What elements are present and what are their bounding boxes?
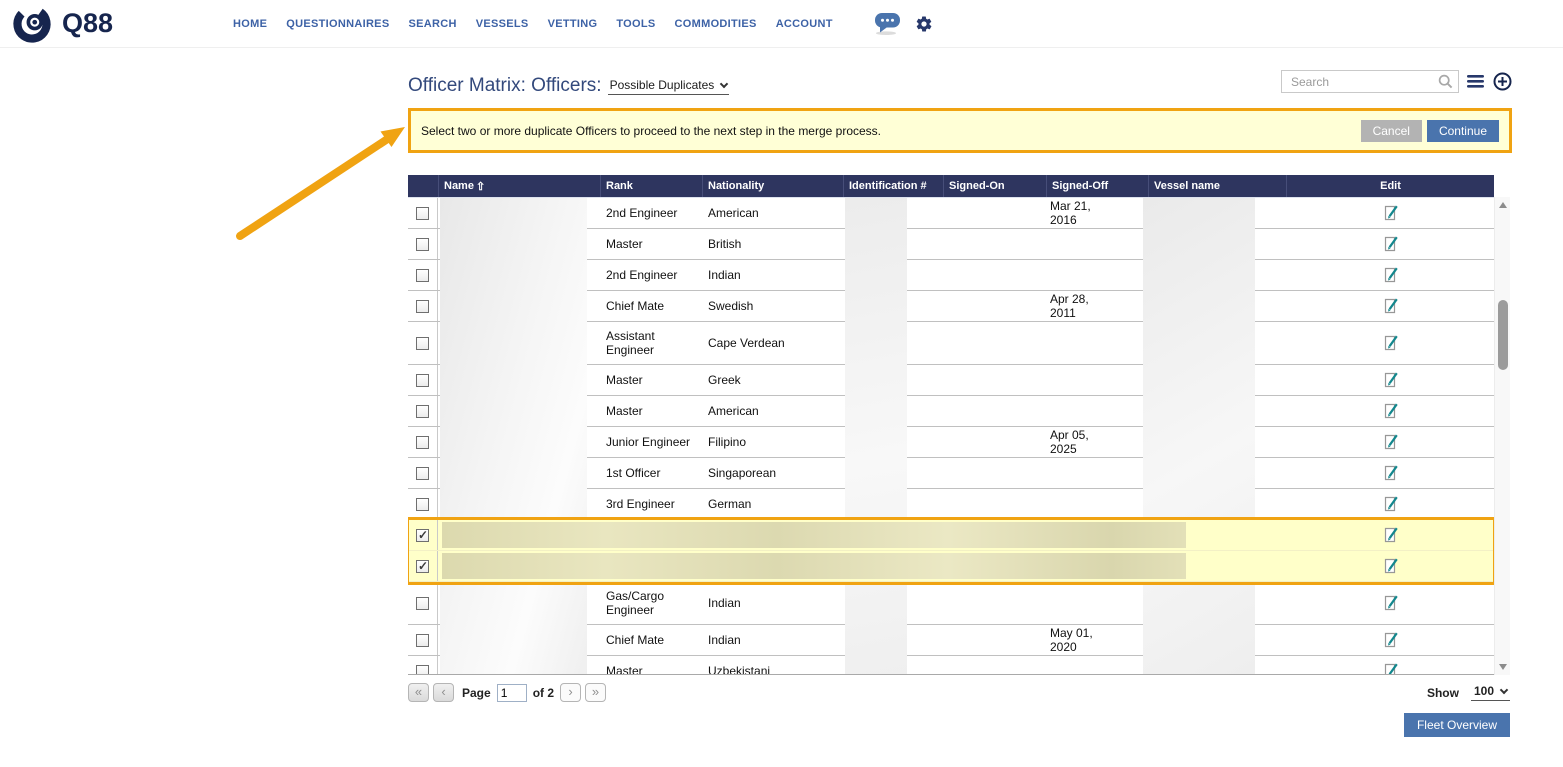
edit-officer-button[interactable] (1382, 334, 1399, 352)
cell-identification (843, 396, 943, 426)
content (408, 67, 1512, 737)
cell-name (438, 427, 600, 457)
header-identification[interactable]: Identification # (843, 175, 943, 197)
row-checkbox[interactable] (416, 238, 429, 251)
cell-nationality: Singaporean (708, 466, 777, 480)
cell-vessel-name (1148, 260, 1286, 290)
cell-rank: 3rd Engineer (606, 497, 675, 511)
cell-signed-off: Apr 28, 2011 (1050, 292, 1089, 320)
cell-nationality: American (708, 206, 759, 220)
cell-rank: 2nd Engineer (606, 268, 678, 282)
nav-vessels[interactable]: VESSELS (475, 17, 529, 30)
cell-identification (843, 260, 943, 290)
cell-vessel-name (1148, 625, 1286, 655)
cell-identification (843, 551, 943, 581)
page-size-select[interactable] (1471, 684, 1510, 701)
edit-officer-button[interactable] (1382, 297, 1399, 315)
cell-signed-off (1046, 551, 1148, 581)
cell-identification (843, 365, 943, 395)
cell-signed-on (943, 489, 1046, 519)
chevron-down-icon (1500, 685, 1508, 693)
cell-signed-on (943, 582, 1046, 624)
cell-signed-on (943, 625, 1046, 655)
merge-instruction-banner (408, 108, 1512, 153)
scroll-down-icon[interactable] (1495, 659, 1511, 675)
header-rank[interactable]: Rank (600, 175, 702, 197)
cell-name (438, 489, 600, 519)
nav-questionnaires[interactable]: QUESTIONNAIRES (286, 17, 390, 30)
cell-nationality: Indian (708, 268, 741, 282)
table-row (408, 396, 1494, 427)
previous-page-button[interactable]: ‹ (433, 683, 454, 702)
cell-name (438, 458, 600, 488)
cell-vessel-name (1148, 427, 1286, 457)
search-icon[interactable] (1438, 74, 1453, 89)
row-checkbox[interactable] (416, 207, 429, 220)
cell-name (438, 396, 600, 426)
main-nav (233, 11, 933, 36)
header-vessel-name[interactable]: Vessel name (1148, 175, 1286, 197)
table-row (408, 260, 1494, 291)
cell-signed-on (943, 291, 1046, 321)
cell-rank: Master (606, 664, 643, 675)
cell-vessel-name (1148, 198, 1286, 228)
cell-name (438, 656, 600, 675)
cell-rank: Chief Mate (606, 633, 665, 647)
table-row (408, 551, 1494, 582)
cell-nationality: Greek (708, 373, 741, 387)
cell-rank: Master (606, 404, 643, 418)
cell-signed-off (1046, 582, 1148, 624)
q88-logo[interactable] (12, 4, 113, 44)
scrollbar-thumb[interactable] (1498, 300, 1508, 370)
q88-logo-icon (12, 4, 52, 44)
search-input[interactable] (1289, 74, 1438, 90)
nav-search[interactable]: SEARCH (408, 17, 457, 30)
cell-nationality: Swedish (708, 299, 754, 313)
cell-signed-on (943, 229, 1046, 259)
cell-name (438, 322, 600, 364)
edit-officer-button[interactable] (1382, 594, 1399, 612)
continue-button[interactable]: Continue (1427, 120, 1499, 142)
row-checkbox[interactable] (416, 467, 429, 480)
officers-table (408, 175, 1510, 737)
cell-rank: 2nd Engineer (606, 206, 678, 220)
cell-signed-off (1046, 458, 1148, 488)
page-title: Officer Matrix: Officers: (408, 75, 602, 96)
cell-vessel-name (1148, 322, 1286, 364)
table-row (408, 458, 1494, 489)
cell-identification (843, 489, 943, 519)
table-row (408, 365, 1494, 396)
cell-signed-on (943, 458, 1046, 488)
add-circle-icon[interactable] (1493, 72, 1512, 91)
table-row (408, 229, 1494, 260)
cell-vessel-name (1148, 229, 1286, 259)
cell-nationality (702, 520, 843, 550)
edit-officer-button[interactable] (1382, 662, 1399, 675)
edit-officer-button[interactable] (1382, 204, 1399, 222)
header-signed-on[interactable]: Signed-On (943, 175, 1046, 197)
edit-officer-button[interactable] (1382, 464, 1399, 482)
cell-identification (843, 198, 943, 228)
cell-rank: Junior Engineer (606, 435, 691, 449)
fleet-overview-button[interactable]: Fleet Overview (1404, 713, 1510, 737)
cell-identification (843, 322, 943, 364)
row-checkbox[interactable] (416, 436, 429, 449)
cell-nationality: Indian (708, 633, 741, 647)
next-page-button[interactable]: › (560, 683, 581, 702)
table-row (408, 656, 1494, 675)
banner-message: Select two or more duplicate Officers to proceed to the next step in the merge process. (421, 123, 882, 138)
search-box (1281, 70, 1459, 93)
table-row (408, 291, 1494, 322)
cell-name (438, 291, 600, 321)
brand-name: Q88 (62, 8, 114, 38)
cell-signed-off (1046, 396, 1148, 426)
nav-home[interactable]: HOME (233, 17, 268, 30)
table-row (408, 489, 1494, 520)
header-signed-off[interactable]: Signed-Off (1046, 175, 1148, 197)
cell-signed-on (943, 551, 1046, 581)
cell-signed-on (943, 427, 1046, 457)
last-page-button[interactable]: » (585, 683, 606, 702)
cell-nationality: Cape Verdean (708, 336, 785, 350)
edit-officer-button[interactable] (1382, 266, 1399, 284)
cell-nationality: British (708, 237, 742, 251)
cell-name (438, 260, 600, 290)
cell-signed-off (1046, 365, 1148, 395)
header-name[interactable]: Name ⇧ (438, 175, 600, 197)
row-checkbox[interactable] (416, 374, 429, 387)
table-row (408, 322, 1494, 365)
cell-identification (843, 625, 943, 655)
pagination-bar (408, 683, 1510, 702)
row-checkbox[interactable] (416, 665, 429, 676)
row-checkbox[interactable] (416, 498, 429, 511)
cell-nationality: Uzbekistani (708, 664, 771, 675)
cell-name (438, 582, 600, 624)
cell-signed-on (943, 260, 1046, 290)
cell-rank (600, 520, 702, 550)
cell-signed-off: May 01, 2020 (1050, 626, 1093, 654)
cell-signed-on (943, 396, 1046, 426)
cell-vessel-name (1148, 489, 1286, 519)
nav-vetting[interactable]: VETTING (547, 17, 598, 30)
cell-rank: Chief Mate (606, 299, 665, 313)
settings-gear-icon[interactable] (915, 15, 933, 33)
chevron-down-icon (720, 79, 728, 87)
page-count-label: of 2 (532, 685, 555, 700)
show-label: Show (1426, 685, 1459, 700)
cell-signed-off (1046, 260, 1148, 290)
annotation-arrow (228, 110, 423, 250)
cancel-button[interactable]: Cancel (1361, 120, 1422, 142)
header-checkbox-column (408, 175, 438, 197)
row-checkbox[interactable] (416, 300, 429, 313)
edit-officer-button[interactable] (1382, 402, 1399, 420)
row-checkbox[interactable] (416, 634, 429, 647)
cell-vessel-name (1148, 582, 1286, 624)
cell-nationality: American (708, 404, 759, 418)
cell-identification (843, 291, 943, 321)
cell-identification (843, 229, 943, 259)
cell-signed-on (943, 322, 1046, 364)
cell-identification (843, 520, 943, 550)
cell-signed-off: Mar 21, 2016 (1050, 199, 1091, 227)
top-nav (0, 0, 1563, 48)
cell-identification (843, 427, 943, 457)
cell-vessel-name (1148, 520, 1286, 550)
cell-vessel-name (1148, 396, 1286, 426)
cell-signed-on (943, 656, 1046, 675)
view-selector-label: Possible Duplicates (609, 78, 715, 92)
row-checkbox[interactable] (416, 597, 429, 610)
nav-account[interactable]: ACCOUNT (775, 17, 833, 30)
cell-name (438, 520, 600, 550)
page-size-value: 100 (1473, 684, 1494, 698)
cell-nationality: Filipino (708, 435, 747, 449)
cell-vessel-name (1148, 291, 1286, 321)
page-label: Page (462, 685, 491, 700)
table-row (408, 427, 1494, 458)
list-menu-icon[interactable] (1467, 74, 1485, 89)
row-checkbox[interactable] (416, 269, 429, 282)
cell-signed-on (943, 198, 1046, 228)
edit-officer-button[interactable] (1382, 371, 1399, 389)
table-scrollbar[interactable] (1494, 197, 1510, 675)
edit-officer-button[interactable] (1382, 557, 1399, 575)
cell-signed-on (943, 365, 1046, 395)
table-row (408, 582, 1494, 625)
cell-signed-on (943, 520, 1046, 550)
cell-name (438, 198, 600, 228)
cell-rank: Assistant Engineer (606, 329, 655, 357)
cell-signed-off (1046, 489, 1148, 519)
cell-nationality: Indian (708, 596, 741, 610)
cell-name (438, 625, 600, 655)
header-edit: Edit (1286, 175, 1494, 197)
row-checkbox[interactable] (416, 337, 429, 350)
table-row (408, 520, 1494, 551)
cell-name (438, 365, 600, 395)
cell-signed-off: Apr 05, 2025 (1050, 428, 1089, 456)
cell-signed-off (1046, 229, 1148, 259)
table-row (408, 198, 1494, 229)
edit-officer-button[interactable] (1382, 631, 1399, 649)
edit-officer-button[interactable] (1382, 433, 1399, 451)
cell-identification (843, 458, 943, 488)
edit-officer-button[interactable] (1382, 495, 1399, 513)
table-body (408, 197, 1494, 675)
row-checkbox[interactable] (416, 560, 429, 573)
cell-rank: Gas/Cargo Engineer (606, 589, 665, 617)
header-nationality[interactable]: Nationality (702, 175, 843, 197)
cell-identification (843, 582, 943, 624)
cell-signed-off (1046, 322, 1148, 364)
row-checkbox[interactable] (416, 529, 429, 542)
cell-rank: 1st Officer (606, 466, 661, 480)
cell-vessel-name (1148, 551, 1286, 581)
cell-vessel-name (1148, 656, 1286, 675)
page-number-input[interactable] (497, 684, 527, 702)
edit-officer-button[interactable] (1382, 235, 1399, 253)
cell-rank: Master (606, 373, 643, 387)
cell-name (438, 551, 600, 581)
nav-commodities[interactable]: COMMODITIES (674, 17, 757, 30)
cell-signed-off (1046, 520, 1148, 550)
edit-officer-button[interactable] (1382, 526, 1399, 544)
scroll-up-icon[interactable] (1495, 197, 1511, 213)
view-selector-dropdown[interactable] (608, 78, 730, 95)
cell-nationality (702, 551, 843, 581)
row-checkbox[interactable] (416, 405, 429, 418)
nav-tools[interactable]: TOOLS (616, 17, 656, 30)
cell-signed-off (1046, 656, 1148, 675)
cell-vessel-name (1148, 365, 1286, 395)
table-header (408, 175, 1494, 197)
cell-nationality: German (708, 497, 752, 511)
first-page-button[interactable]: « (408, 683, 429, 702)
cell-rank: Master (606, 237, 643, 251)
chat-icon[interactable] (872, 11, 902, 36)
sort-ascending-icon: ⇧ (475, 180, 486, 193)
cell-rank (600, 551, 702, 581)
cell-identification (843, 656, 943, 675)
cell-vessel-name (1148, 458, 1286, 488)
cell-name (438, 229, 600, 259)
table-row (408, 625, 1494, 656)
